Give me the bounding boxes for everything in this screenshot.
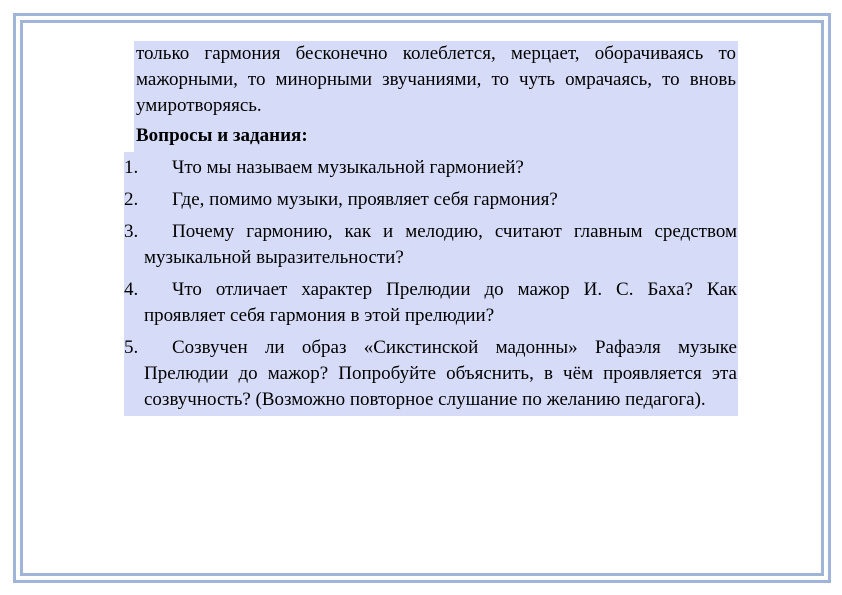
question-item (124, 184, 738, 216)
question-text: Что отличает характер Прелюдии до мажор И. С. Баха? Как проявляет себя гармония в этой прелюдии? (144, 279, 737, 326)
intro-paragraph (134, 41, 738, 119)
question-number: 3. (124, 221, 139, 242)
question-item (124, 216, 738, 274)
question-item (124, 152, 738, 184)
question-text: Что мы называем музыкальной гармонией? (172, 157, 524, 178)
question-item (124, 274, 738, 332)
question-text: Где, помимо музыки, проявляет себя гармония? (172, 189, 558, 210)
intro-text: только гармония бесконечно колеблется, мерцает, оборачиваясь то мажорными, то минорными звучаниями, то чуть омрачаясь, то вновь умиротворяясь. (136, 43, 736, 116)
question-item (124, 332, 738, 416)
question-number: 4. (124, 279, 139, 300)
question-number: 5. (124, 337, 139, 358)
questions-heading: Вопросы и задания: (134, 119, 738, 152)
question-text: Почему гармонию, как и мелодию, считают главным средством музыкальной выразительности? (144, 221, 737, 268)
document-body (124, 41, 738, 416)
question-text: Созвучен ли образ «Сикстинской мадонны» Рафаэля музыке Прелюдии до мажор? Попробуйте объяснить, в чём проявляется эта созвучность? (Возможно повторное слушание по желанию педагога). (144, 337, 737, 410)
question-number: 1. (124, 157, 139, 178)
questions-list (124, 152, 738, 416)
question-number: 2. (124, 189, 139, 210)
